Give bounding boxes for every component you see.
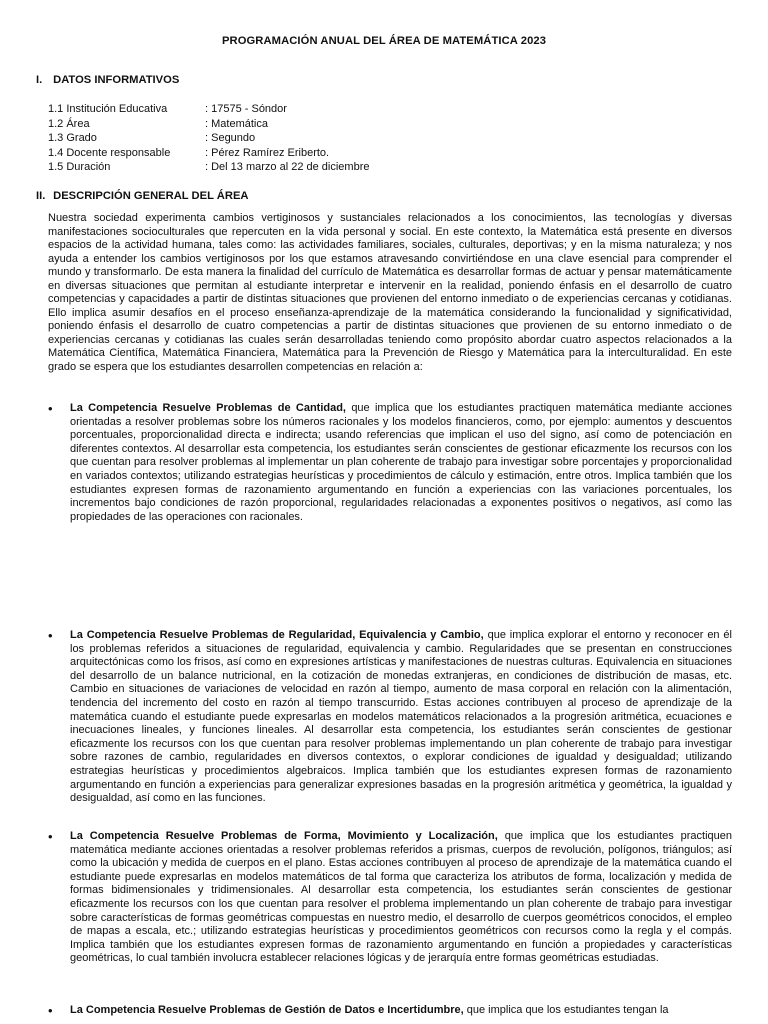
section-heading-descripcion (36, 190, 249, 202)
info-value: : Del 13 marzo al 22 de diciembre (205, 161, 370, 174)
info-row (48, 160, 369, 175)
competency-bullet-regularidad (48, 629, 732, 806)
info-label: 1.5 Duración (48, 161, 111, 174)
section-number: I. (36, 74, 43, 86)
info-value: : Matemática (205, 117, 268, 130)
info-row (48, 117, 369, 132)
info-label: 1.4 Docente responsable (48, 146, 171, 159)
competency-name: La Competencia Resuelve Problemas de Cantidad, (70, 402, 346, 414)
bullet-dot: • (48, 401, 53, 416)
competency-description: que implica que los estudiantes tengan la (463, 1004, 669, 1016)
document-title: PROGRAMACIÓN ANUAL DEL ÁREA DE MATEMÁTICA 2023 (221, 35, 547, 47)
bullet-dot: • (48, 1003, 53, 1018)
bullet-dot: • (48, 829, 53, 844)
info-table (48, 102, 369, 175)
competency-bullet-cantidad (48, 402, 732, 524)
info-value: : 17575 - Sóndor (205, 103, 287, 115)
info-row (48, 146, 369, 161)
bullet-text (70, 629, 732, 806)
info-value: : Pérez Ramírez Eriberto. (205, 146, 330, 159)
competency-description: que implica que los estudiantes practiquen matemática mediante acciones orientadas a resolver problemas sobre los números racionales y los modelos financieros, como, por ejemplo: aumentos y descuentos porcentuales, proporcionalidad directa e indirecta; usando referencias que implican el uso del signo, así como de potenciación en diferentes contextos. Al desarrollar esta competencia, los estudiantes serán conscientes de gestionar eficazmente los recursos con los que cuentan para resolver problemas al implementar un plan coherente de trabajo para investigar sobre porcentajes y proporcionalidad en variados contextos; utilizando estrategias heurísticas y procedimientos de cálculo y estimación, entre otros. Implica también que los estudiantes expresen formas de razonamiento argumentando en función a experiencias con las variaciones porcentuales, los incrementos bajo condiciones de razón proporcional, regularidades relacionadas a exponentes positivos o negativos, así como las propiedades de las operaciones con racionales. (70, 402, 732, 523)
section-heading-datos (36, 74, 179, 86)
section-title: DESCRIPCIÓN GENERAL DEL ÁREA (53, 190, 249, 202)
competency-description: que implica explorar el entorno y reconocer en él los problemas referidos a situaciones de regularidad, equivalencia y cambio. Regularidades que se presentan en construcciones arquitectónicas como los frisos, así como en expresiones artísticas y manifestaciones de nuestras culturas. Equivalencia en situaciones del desarrollo de un balance nutricional, en la cotización de monedas extranjeras, en condiciones de distribución de masas, etc. Cambio en situaciones de variaciones de velocidad en razón al tiempo, aumento de masa corporal en relación con la alimentación, tendencia del incremento del costo en razón al tiempo transcurrido. Estas acciones contribuyen al proceso de aprendizaje de la matemática cuando el estudiante puede expresarlas en modelos matemáticos relacionados a la progresión aritmética, ecuaciones e inecuaciones lineales, y funciones lineales. Al desarrollar esta competencia, los estudiantes serán conscientes de gestionar eficazmente los recursos con los que cuentan para resolver problemas implementando un plan coherente de trabajo para investigar sobre razones de cambio, regularidades en diversos contextos, o explorar condiciones de igualdad y desigualdad; utilizando estrategias heurísticas y procedimientos algebraicos. Implica también que los estudiantes expresen formas de razonamiento argumentando en función a experiencias para generalizar expresiones basadas en la progresión aritmética y geométrica, la igualdad y desigualdad, así como en las funciones. (70, 629, 732, 805)
bullet-text (70, 830, 732, 966)
competency-bullet-datos (48, 1004, 732, 1018)
bullet-text (70, 402, 732, 524)
bullet-dot: • (48, 628, 53, 643)
description-paragraph: Nuestra sociedad experimenta cambios vertiginosos y sustanciales relacionados a los conocimientos, las tecnologías y diversas manifestaciones socioculturales que repercuten en la vida personal y social. En este contexto, la Matemática está presente en diversos espacios de la actividad humana, tales como: las actividades familiares, sociales, culturales, deportivas; y en la misma naturaleza; y nos ayuda a entender los cambios vertiginosos por los que estamos atravesando convirtiéndose en una clave esencial para comprender el mundo y transformarlo. De esta manera la finalidad del currículo de Matemática es desarrollar formas de actuar y pensar matemáticamente en diversas situaciones que permitan al estudiante interpretar e intervenir en la realidad, poniendo énfasis en el desarrollo de cuatro competencias y capacidades a partir de distintas situaciones que provienen del entorno inmediato o de experiencias cercanas y cotidianas. Ello implica asumir desafíos en el proceso enseñanza-aprendizaje de la matemática considerando la funcionalidad y significatividad, poniendo énfasis el desarrollo de cuatro competencias a partir de distintas situaciones que provienen de su entorno inmediato o de experiencias cercanas y cotidianas las cuales serán desarrolladas teniendo como propósito abordar cuatro aspectos relacionados a la Matemática Científica, Matemática Financiera, Matemática para la Prevención de Riesgo y Matemática para la interculturalidad. En este grado se espera que los estudiantes desarrollen competencias en relación a: (48, 212, 732, 373)
info-row (48, 102, 369, 117)
info-label: 1.1 Institución Educativa (48, 103, 168, 115)
info-label: 1.2 Área (48, 117, 90, 130)
info-label: 1.3 Grado (48, 132, 97, 145)
competency-name: La Competencia Resuelve Problemas de Gestión de Datos e Incertidumbre, (70, 1004, 464, 1016)
competency-bullet-forma (48, 830, 732, 966)
info-value: : Segundo (205, 132, 256, 145)
competency-name: La Competencia Resuelve Problemas de Forma, Movimiento y Localización, (70, 830, 498, 842)
section-title: DATOS INFORMATIVOS (53, 74, 180, 86)
competency-name: La Competencia Resuelve Problemas de Regularidad, Equivalencia y Cambio, (70, 629, 484, 641)
competency-description: que implica que los estudiantes practiquen matemática mediante acciones orientadas a resolver problemas referidos a prismas, cuerpos de revolución, polígonos, triángulos; así como la ubicación y medida de cuerpos en el plano. Estas acciones contribuyen al proceso de aprendizaje de la matemática cuando el estudiante puede expresarlas en modelos matemáticos de tal forma que caracteriza los atributos de forma, localización y medida de formas bidimensionales y tridimensionales. Al desarrollar esta competencia, los estudiantes serán conscientes de gestionar eficazmente los recursos con los que cuentan para resolver el problema implementando un plan coherente de trabajo para investigar sobre características de formas geométricas compuestas en nuestro medio, el desarrollo de cuerpos geométricos conocidos, el empleo de mapas a escala, etc.; utilizando estrategias heurísticas y procedimientos geométricos con recursos como la regla y el compás. Implica también que los estudiantes expresen formas de razonamiento argumentando en función a propiedades y características geométricas, lo cual también involucra establecer relaciones lógicas y de jerarquía entre formas geométricas estudiadas. (70, 830, 733, 965)
bullet-text (70, 1004, 732, 1018)
section-number: II. (36, 190, 46, 202)
info-row (48, 131, 369, 146)
